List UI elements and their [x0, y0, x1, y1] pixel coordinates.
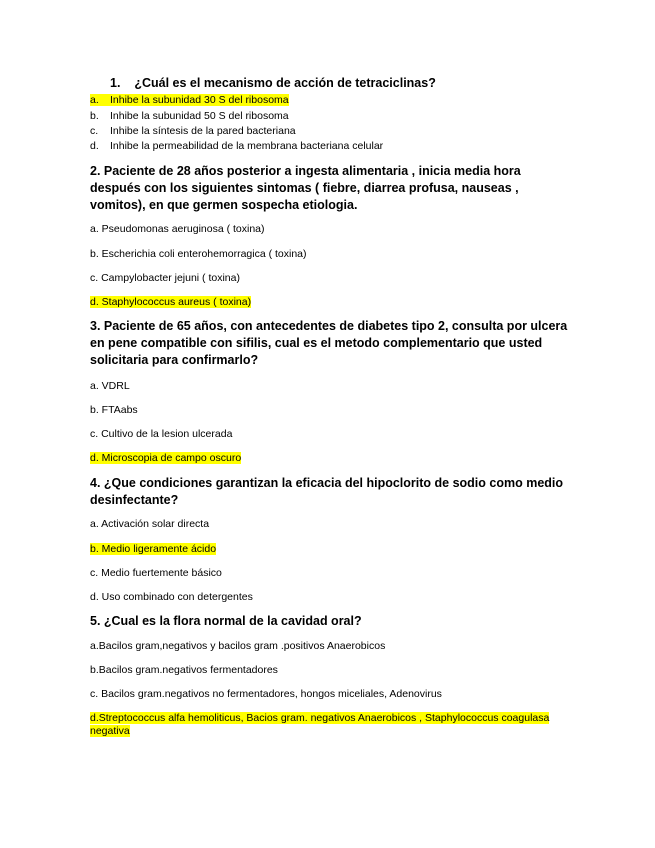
option-text: Inhibe la permeabilidad de la membrana bacteriana celular — [110, 140, 384, 152]
question-1-option-b — [90, 110, 289, 123]
question-4-option-d: d. Uso combinado con detergentes — [90, 591, 253, 603]
option-text: Inhibe la subunidad 50 S del ribosoma — [110, 110, 289, 122]
question-5-option-a: a.Bacilos gram,negativos y bacilos gram .positivos Anaerobicos — [90, 640, 386, 652]
question-1-text: ¿Cuál es el mecanismo de acción de tetraciclinas? — [134, 76, 436, 90]
question-3-option-b: b. FTAabs — [90, 404, 138, 416]
question-2-option-b: b. Escherichia coli enterohemorragica ( toxina) — [90, 248, 307, 260]
question-2-option-a: a. Pseudomonas aeruginosa ( toxina) — [90, 223, 265, 235]
question-5-text: 5. ¿Cual es la flora normal de la cavidad oral? — [90, 614, 362, 628]
option-text: Inhibe la síntesis de la pared bacteriana — [110, 125, 296, 137]
question-2-text: 2. Paciente de 28 años posterior a ingesta alimentaria , inicia media hora después con los siguientes sintomas ( fiebre, diarrea profusa, nauseas , vomitos), en que germen sospecha etiologia. — [90, 164, 521, 212]
highlighted-answer: d. Microscopia de campo oscuro — [90, 452, 242, 464]
question-4-text: 4. ¿Que condiciones garantizan la eficacia del hipoclorito de sodio como medio desinfectante? — [90, 476, 564, 507]
question-4-option-b — [90, 543, 216, 556]
option-marker: a. — [90, 94, 99, 106]
option-text: Inhibe la subunidad 30 S del ribosoma — [110, 94, 289, 106]
highlighted-answer: d. Staphylococcus aureus ( toxina) — [90, 296, 252, 308]
question-5-option-d — [90, 712, 560, 738]
question-4-option-c: c. Medio fuertemente básico — [90, 567, 222, 579]
question-3-option-d — [90, 452, 241, 465]
question-1-title — [110, 75, 590, 92]
option-marker: b. — [90, 110, 99, 122]
question-1-number: 1. — [110, 76, 121, 90]
question-1-option-a — [90, 94, 289, 107]
option-marker: d. — [90, 140, 99, 152]
question-1-option-d — [90, 140, 383, 153]
highlighted-answer: b. Medio ligeramente ácido — [90, 543, 217, 555]
question-5-option-b: b.Bacilos gram.negativos fermentadores — [90, 664, 278, 676]
question-3-option-a: a. VDRL — [90, 380, 130, 392]
question-3-option-c: c. Cultivo de la lesion ulcerada — [90, 428, 233, 440]
question-5-option-c: c. Bacilos gram.negativos no fermentadores, hongos miceliales, Adenovirus — [90, 688, 442, 700]
question-3-text: 3. Paciente de 65 años, con antecedentes de diabetes tipo 2, consulta por ulcera en pene compatible con sifilis, cual es el metodo complementario que usted solicitaria para confirmarlo? — [90, 319, 568, 367]
question-2-option-c: c. Campylobacter jejuni ( toxina) — [90, 272, 240, 284]
option-marker: c. — [90, 125, 99, 137]
question-2-option-d — [90, 296, 251, 309]
highlighted-answer: d.Streptococcus alfa hemoliticus, Bacios gram. negativos Anaerobicos , Staphylococcus coagulasa negativa — [90, 712, 550, 737]
question-4-option-a: a. Activación solar directa — [90, 518, 210, 530]
question-1-option-c — [90, 125, 296, 138]
